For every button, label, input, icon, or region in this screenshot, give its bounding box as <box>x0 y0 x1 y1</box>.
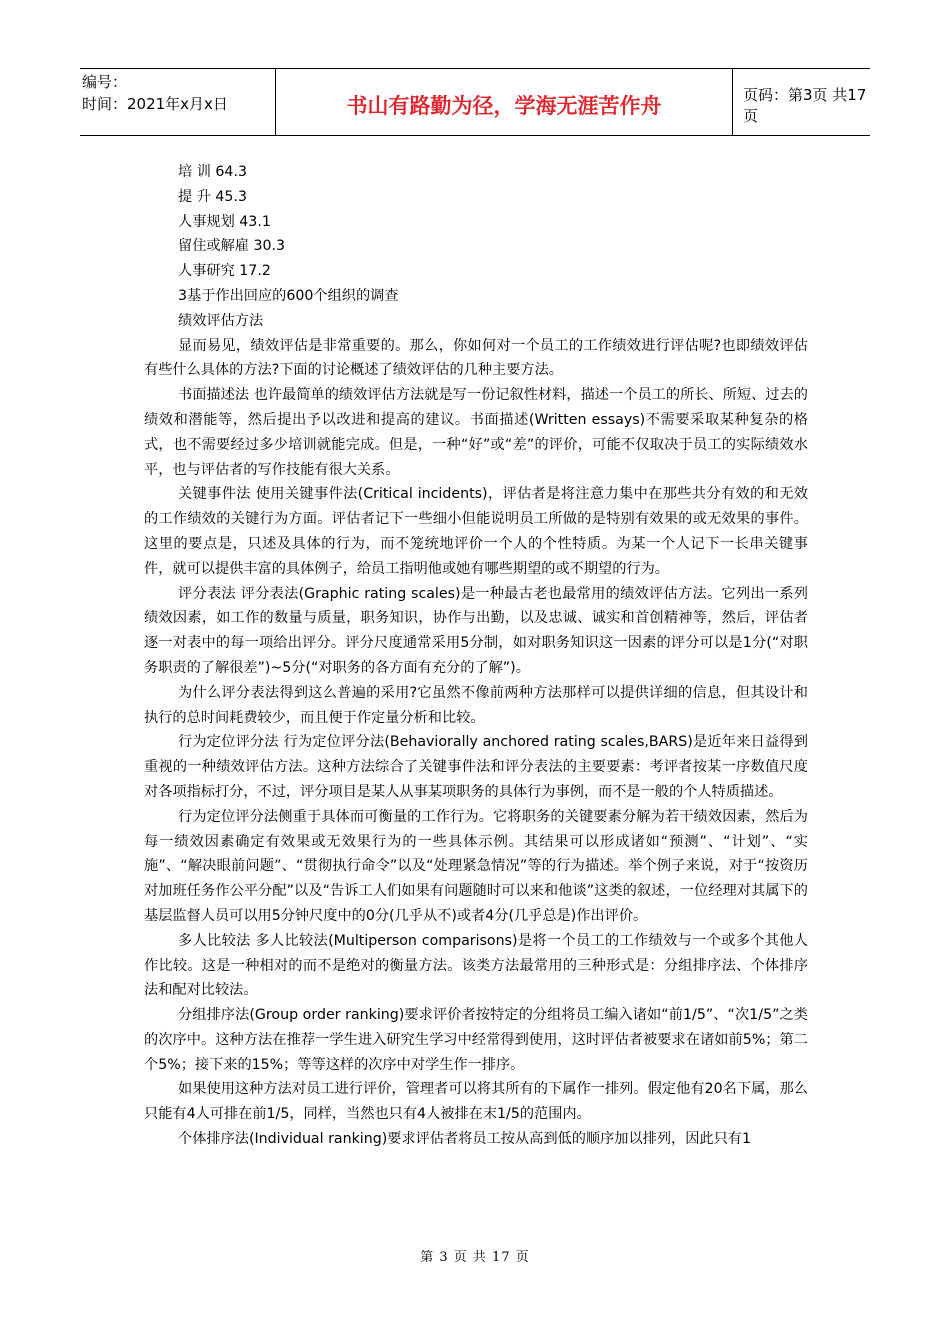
stat-line-retention: 留住或解雇 30.3 <box>178 238 286 255</box>
document-time-label: 时间：2021年x月x日 <box>82 95 228 113</box>
stat-line-promotion: 提 升 45.3 <box>178 188 247 205</box>
paragraph: 多人比较法 多人比较法(Multiperson comparisons)是将一个员工的工作绩效与一个或多个其他人作比较。这是一种相对的而不是绝对的衡量方法。该类方法最常用的三种形式是：分组排序法、个体排序法和配对比较法。 <box>144 932 808 999</box>
document-body <box>144 160 808 1152</box>
paragraph: 行为定位评分法 行为定位评分法(Behaviorally anchored rating scales,BARS)是近年来日益得到重视的一种绩效评估方法。这种方法综合了关键事件法和评分表法的主要要素：考评者按某一序数值尺度对各项指标打分，不过，评分项目是某人从事某项职务的具体行为事例，而不是一般的个人特质描述。 <box>144 734 808 800</box>
paragraph: 关键事件法 使用关键事件法(Critical incidents)，评估者是将注意力集中在那些共分有效的和无效的工作绩效的关键行为方面。评估者记下一些细小但能说明员工所做的是特别有效果的或无效果的事件。这里的要点是，只述及具体的行为，而不笼统地评价一个人的个性特质。为某一个人记下一长串关键事件，就可以提供丰富的具体例子，给员工指明他或她有哪些期望的或不期望的行为。 <box>144 486 808 577</box>
section-heading: 绩效评估方法 <box>178 312 264 329</box>
paragraph: 行为定位评分法侧重于具体而可衡量的工作行为。它将职务的关键要素分解为若干绩效因素，然后为每一绩效因素确定有效果或无效果行为的一些具体示例。其结果可以形成诸如“预测”、“计划”、“实施”、“解决眼前问题”、“贯彻执行命令”以及“处理紧急情况”等的行为描述。举个例子来说，对于“按资历对加班任务作公平分配”以及“告诉工人们如果有问题随时可以来和他谈”这类的叙述，一位经理对其属下的基层监督人员可以用5分钟尺度中的0分(几乎从不)或者4分(几乎总是)作出评价。 <box>144 808 808 924</box>
page-footer: 第 3 页 共 17 页 <box>420 1250 530 1265</box>
header-meta <box>80 69 276 135</box>
stat-line-hr-planning: 人事规划 43.1 <box>178 213 271 230</box>
survey-footnote: 3基于作出回应的600个组织的调查 <box>178 287 399 304</box>
document-number-label: 编号： <box>82 73 128 91</box>
paragraph: 评分表法 评分表法(Graphic rating scales)是一种最古老也最常用的绩效评估方法。它列出一系列绩效因素，如工作的数量与质量，职务知识，协作与出勤，以及忠诚、诚实和首创精神等，然后，评估者逐一对表中的每一项给出评分。评分尺度通常采用5分制，如对职务知识这一因素的评分可以是1分(“对职务职责的了解很差”)~5分(“对职务的各方面有充分的了解”)。 <box>144 585 808 676</box>
page-header <box>80 68 870 136</box>
paragraph: 书面描述法 也许最简单的绩效评估方法就是写一份记叙性材料，描述一个员工的所长、所短、过去的绩效和潜能等，然后提出予以改进和提高的建议。书面描述(Written essays)不需要采取某种复杂的格式，也不需要经过多少培训就能完成。但是，一种“好”或“差”的评价，可能不仅取决于员工的实际绩效水平，也与评估者的写作技能有很大关系。 <box>144 387 808 478</box>
stat-line-training: 培 训 64.3 <box>178 164 247 180</box>
paragraph: 显而易见，绩效评估是非常重要的。那么，你如何对一个员工的工作绩效进行评估呢?也即绩效评估有些什么具体的方法?下面的讨论概述了绩效评估的几种主要方法。 <box>144 337 808 379</box>
paragraph: 为什么评分表法得到这么普遍的采用?它虽然不像前两种方法那样可以提供详细的信息，但其设计和执行的总时间耗费较少，而且便于作定量分析和比较。 <box>144 684 808 726</box>
paragraph: 如果使用这种方法对员工进行评价，管理者可以将其所有的下属作一排列。假定他有20名下属，那么只能有4人可排在前1/5，同样，当然也只有4人被排在末1/5的范围内。 <box>144 1081 808 1123</box>
paragraph: 个体排序法(Individual ranking)要求评估者将员工按从高到低的顺序加以排列，因此只有1 <box>178 1131 752 1148</box>
header-motto: 书山有路勤为径，学海无涯苦作舟 <box>276 69 733 135</box>
header-page-number: 页码：第3页 共17页 <box>743 86 867 125</box>
stat-line-hr-research: 人事研究 17.2 <box>178 263 271 280</box>
paragraph: 分组排序法(Group order ranking)要求评价者按特定的分组将员工编入诸如“前1/5”、“次1/5”之类的次序中。这种方法在推荐一学生进入研究生学习中经常得到使用，这时评估者被要求在诸如前5%；第二个5%；接下来的15%；等等这样的次序中对学生作一排序。 <box>144 1007 808 1073</box>
